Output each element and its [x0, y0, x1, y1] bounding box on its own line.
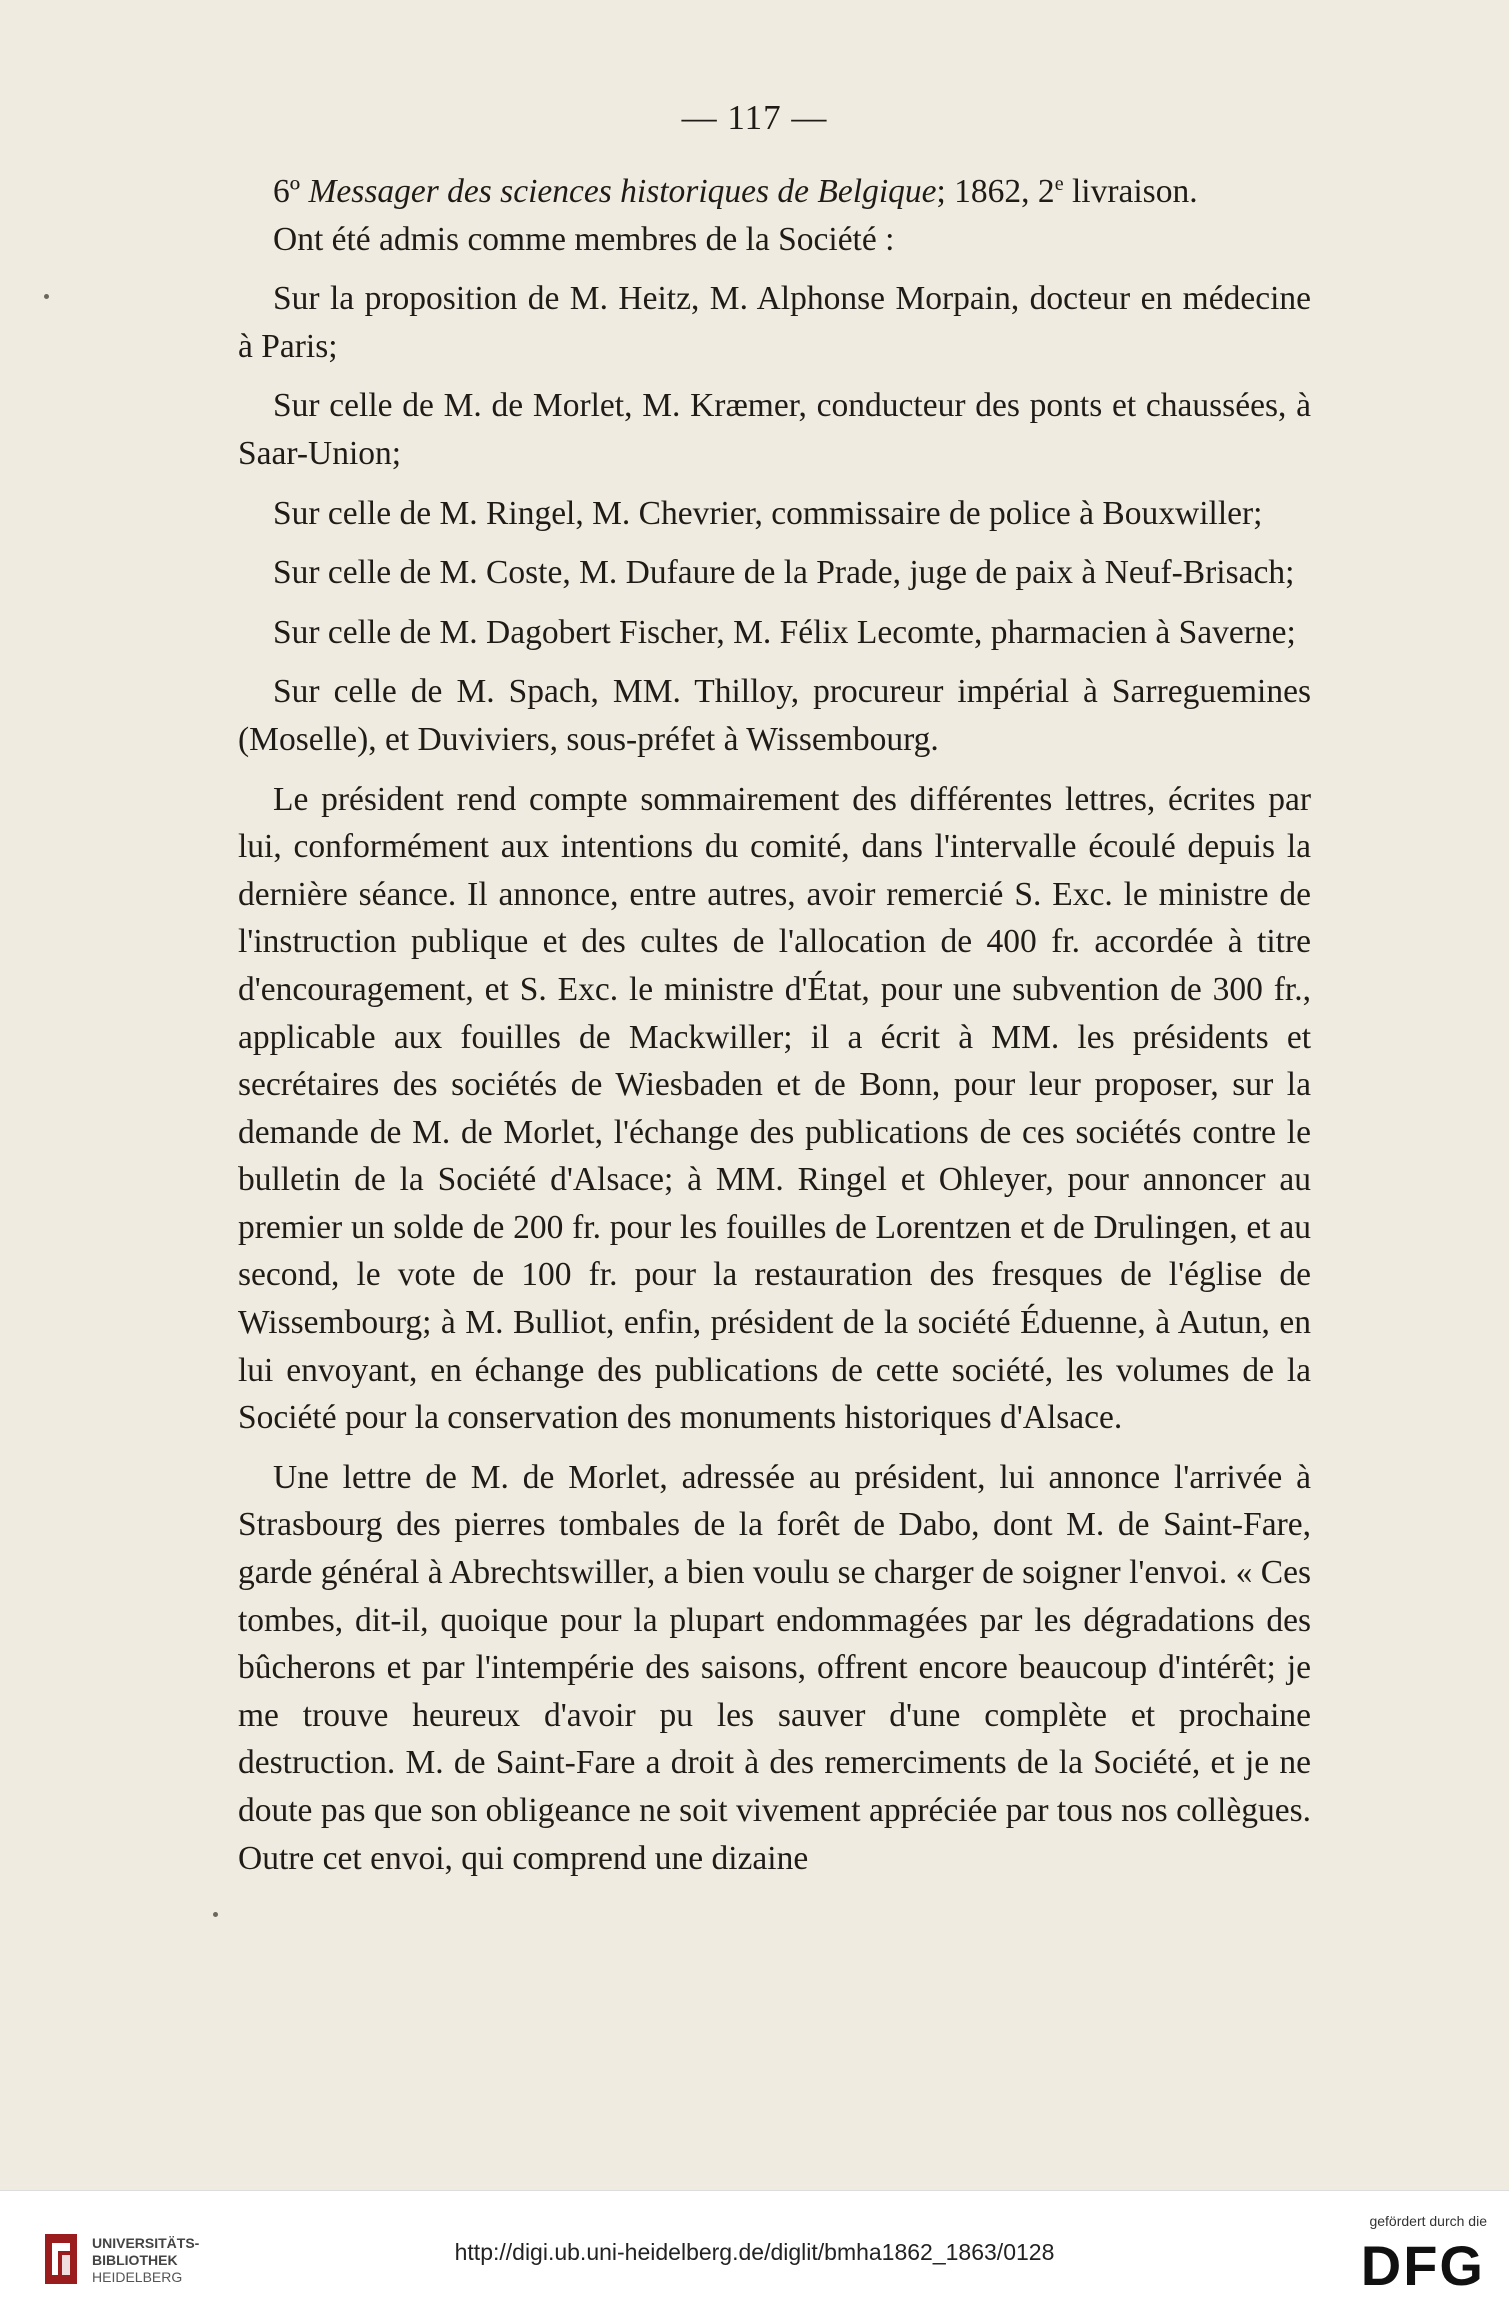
- funded-by-label: gefördert durch die: [1369, 2213, 1487, 2229]
- scan-speck: [44, 294, 49, 299]
- source-url-link[interactable]: http://digi.ub.uni-heidelberg.de/diglit/bmha1862_1863/0128: [454, 2239, 1055, 2265]
- item-6: [238, 168, 1311, 216]
- paragraph: Sur celle de M. Coste, M. Dufaure de la Prade, juge de paix à Neuf-Brisach;: [273, 554, 1295, 592]
- paragraph: Sur celle de M. de Morlet, M. Kræmer, conducteur des ponts et chaussées, à Saar-Union;: [238, 387, 1311, 472]
- item-6-sup: e: [1054, 172, 1064, 195]
- body-text: [238, 168, 1311, 1882]
- footer-bar: [0, 2190, 1509, 2300]
- item-6-suffix: ; 1862, 2: [936, 173, 1055, 210]
- paragraph: Sur celle de M. Ringel, M. Chevrier, commissaire de police à Bouxwiller;: [273, 494, 1263, 532]
- paragraph: Ont été admis comme membres de la Société :: [273, 220, 895, 258]
- paragraph: Sur la proposition de M. Heitz, M. Alphonse Morpain, docteur en médecine à Paris;: [238, 280, 1311, 365]
- paragraph: Sur celle de M. Spach, MM. Thilloy, procureur impérial à Sarreguemines (Moselle), et Duviviers, sous-préfet à Wissembourg.: [238, 673, 1311, 758]
- library-line-1: UNIVERSITÄTS-: [92, 2235, 200, 2251]
- item-6-prefix: 6º: [273, 173, 301, 210]
- paragraph: Une lettre de M. de Morlet, adressée au président, lui annonce l'arrivée à Strasbourg des pierres tombales de la forêt de Dabo, dont M. de Saint-Fare, garde général à Abrechtswiller, a bien voulu se charger de soigner l'envoi. « Ces tombes, dit-il, quoique pour la plupart endommagées par les dégradations des bûcherons et par l'intempérie des saisons, offrent encore beaucoup d'intérêt; je me trouve heureux d'avoir pu les sauver d'une complète et prochaine destruction. M. de Saint-Fare a droit à des remerciments de la Société, et je ne doute pas que son obligeance ne soit vivement appréciée par tous nos collègues. Outre cet envoi, qui comprend une dizaine: [238, 1458, 1311, 1877]
- paragraph: Le président rend compte sommairement des différentes lettres, écrites par lui, conformément aux intentions du comité, dans l'intervalle écoulé depuis la dernière séance. Il annonce, entre autres, avoir remercié S. Exc. le ministre de l'instruction publique et des cultes de l'allocation de 400 fr. accordée à titre d'encouragement, et S. Exc. le ministre d'État, pour une subvention de 300 fr., applicable aux fouilles de Mackwiller; il a écrit à MM. les présidents et secrétaires des sociétés de Wiesbaden et de Bonn, pour leur proposer, sur la demande de M. de Morlet, l'échange des publications de ces sociétés contre le bulletin de la Société d'Alsace; à MM. Ringel et Ohleyer, pour annoncer au premier un solde de 200 fr. pour les fouilles de Lorentzen et de Drulingen, et au second, le vote de 100 fr. pour la restauration des fresques de l'église de Wissembourg; à M. Bulliot, enfin, président de la société Éduenne, à Autun, en lui envoyant, en échange des publications de cette société, les volumes de la Société pour la conservation des monuments historiques d'Alsace.: [238, 780, 1311, 1437]
- scan-speck: [213, 1912, 218, 1917]
- page-number: — 117 —: [681, 98, 828, 137]
- paragraph: Sur celle de M. Dagobert Fischer, M. Félix Lecomte, pharmacien à Saverne;: [273, 613, 1296, 651]
- library-line-3: HEIDELBERG: [92, 2269, 183, 2285]
- library-line-2: BIBLIOTHEK: [92, 2252, 178, 2268]
- item-6-tail: livraison.: [1063, 173, 1198, 210]
- item-6-title: Messager des sciences historiques de Belgique: [308, 173, 937, 210]
- dfg-logo: DFG: [1360, 2234, 1485, 2297]
